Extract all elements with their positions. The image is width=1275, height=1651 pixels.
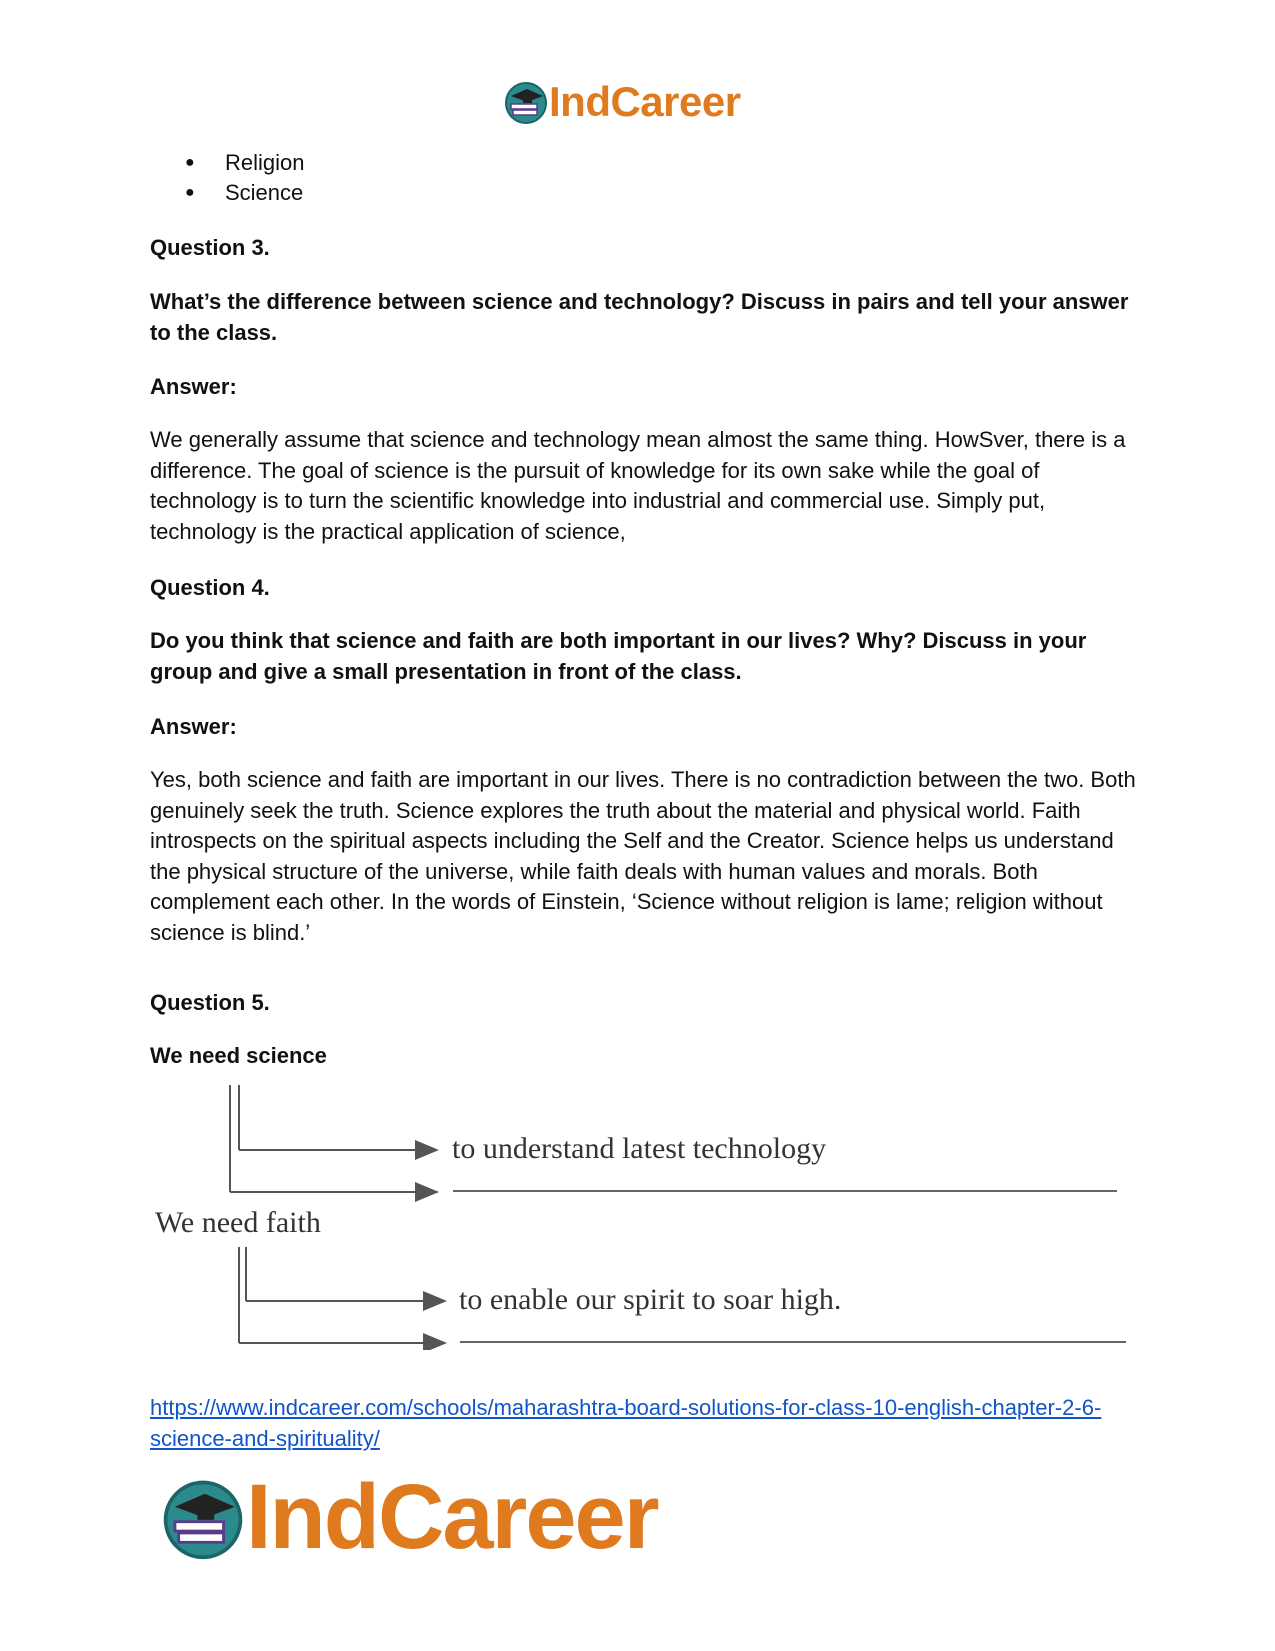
question-4-text: Do you think that science and faith are both important in our lives? Why? Discuss in your group and give a small presentation in front of the class. (150, 628, 1087, 684)
footer-logo (160, 1465, 658, 1570)
science-item-text: to understand latest technology (452, 1132, 827, 1165)
science-branch (230, 1085, 1117, 1192)
graduation-book-icon (160, 1475, 246, 1561)
answer-3-text: We generally assume that science and technology mean almost the same thing. HowSver, there is a difference. The goal of science is the pursuit of knowledge for its own sake while the goal of technology is to turn the scientific knowledge into industrial and commercial use. Simply put, technology is the practical application of science, (150, 427, 1126, 544)
faith-branch (239, 1247, 1126, 1343)
question-5-prompt: We need science (150, 1043, 327, 1068)
faith-label: We need faith (155, 1206, 321, 1239)
bullet-list (185, 148, 305, 208)
faith-item-text: to enable our spirit to soar high. (459, 1283, 842, 1316)
question-3-label: Question 3. (150, 235, 270, 260)
question-5-label: Question 5. (150, 990, 270, 1015)
logo-text: IndCareer (246, 1466, 658, 1568)
source-link[interactable]: https://www.indcareer.com/schools/maharashtra-board-solutions-for-class-10-english-chapter-2-6-science-and-spirituality/ (150, 1395, 1102, 1451)
list-item: ● Religion (185, 148, 305, 178)
graduation-book-icon (503, 79, 549, 125)
science-faith-diagram (150, 1085, 1130, 1350)
logo-text: IndCareer (549, 78, 741, 125)
question-3-text: What’s the difference between science and technology? Discuss in pairs and tell your answer to the class. (150, 289, 1129, 345)
answer-4-text: Yes, both science and faith are important in our lives. There is no contradiction between the two. Both genuinely seek the truth. Science explores the truth about the material and physical world. Faith introspects on the spiritual aspects including the Self and the Creator. Science helps us understand the physical structure of the universe, while faith deals with human values and morals. Both complement each other. In the words of Einstein, ‘Science without religion is lame; religion without science is blind.’ (150, 767, 1136, 945)
answer-3-label: Answer: (150, 374, 237, 399)
list-item: ● Science (185, 178, 305, 208)
header-logo (503, 78, 741, 126)
question-4-label: Question 4. (150, 575, 270, 600)
answer-4-label: Answer: (150, 714, 237, 739)
